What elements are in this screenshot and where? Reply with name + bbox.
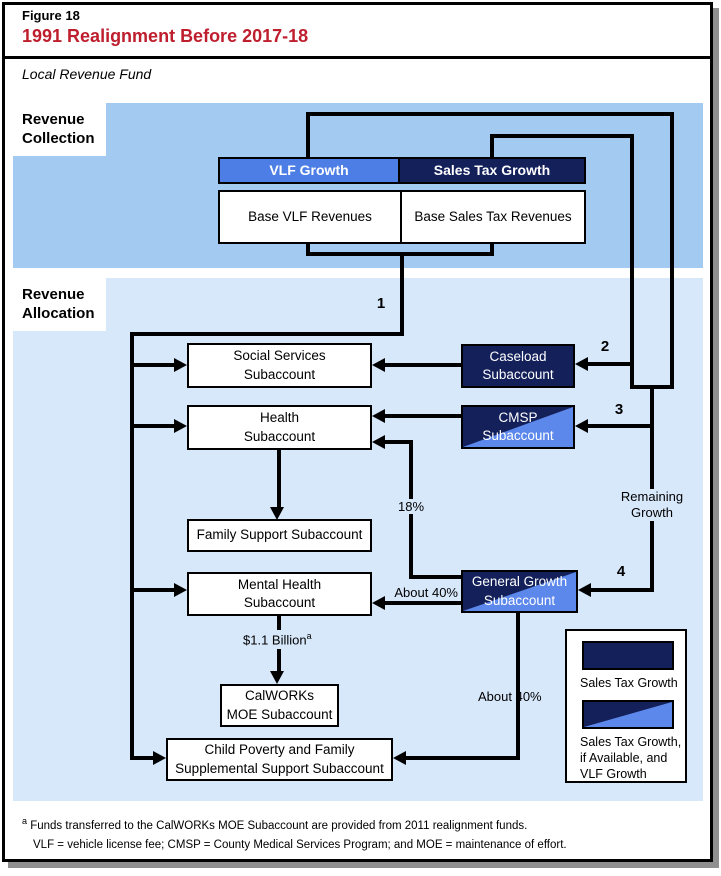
arrowhead-into-mental-health-right [372,596,385,610]
legend-swatch-split-growth [582,700,674,729]
arrowhead-18pct-into-health [372,435,385,449]
legend-label-split-growth: Sales Tax Growth, if Available, and VLF Growth [580,735,682,781]
flow-step-3: 3 [614,401,624,418]
connector-remaining-top [650,389,654,489]
connector-general-mental [384,601,463,605]
connector-salestax-growth-top [490,134,634,138]
vlf-growth-box: VLF Growth [218,157,400,184]
footnote-a [22,816,527,832]
health-subaccount-box: Health Subaccount [187,405,372,450]
connector-caseload-social [384,363,463,367]
billion-footnote-marker: a [306,631,312,641]
connector-18pct-bottom [409,575,463,579]
billion-label [243,631,323,647]
revenue-allocation-label: Revenue Allocation [13,278,106,331]
connector-18pct-top [384,440,413,444]
arrowhead-caseload-into-social [372,358,385,372]
footnote-a-marker: a [22,816,28,826]
caseload-subaccount-box: Caseload Subaccount [461,344,575,388]
billion-amount: $1.1 Billion [243,632,307,648]
connector-left-spine [130,332,134,760]
connector-about40-vertical [516,613,520,758]
label-18-percent: 18% [392,499,430,514]
footnote-definitions: VLF = vehicle license fee; CMSP = County Medical Services Program; and MOE = maintenance of effort. [33,839,567,851]
connector-remaining-bottom [650,521,654,592]
connector-flow1-down [400,252,404,336]
connector-vlf-growth-right [670,112,674,389]
arrowhead-into-mental-health [174,583,187,597]
arrowhead-into-health [174,419,187,433]
flow-step-2: 2 [600,338,610,355]
social-services-subaccount-box: Social Services Subaccount [187,343,372,388]
arrowhead-into-child-poverty-right [393,751,406,765]
cmsp-subaccount-box: CMSP Subaccount [461,405,575,449]
connector-flow1-left [130,332,404,336]
family-support-subaccount-box: Family Support Subaccount [187,519,372,552]
legend-box [565,629,687,783]
connector-vlf-growth-top [306,112,674,116]
connector-billion-bottom [277,649,281,672]
mental-health-subaccount-box: Mental Health Subaccount [187,572,372,616]
connector-vlf-growth-up [306,112,310,157]
connector-spine-social [134,363,178,367]
connector-spine-health [134,424,178,428]
label-remaining-growth: Remaining Growth [620,489,684,520]
flow-step-1: 1 [376,295,386,312]
calworks-moe-subaccount-box: CalWORKs MOE Subaccount [220,684,339,727]
legend-label-sales-tax-growth: Sales Tax Growth [580,676,678,690]
footnote-a-text: Funds transferred to the CalWORKs MOE Subaccount are provided from 2011 realignment funds. [30,819,528,832]
title-divider [5,56,711,59]
sales-tax-growth-box: Sales Tax Growth [398,157,586,184]
arrowhead-into-child-poverty-left [153,751,166,765]
arrowhead-into-calworks [270,671,284,684]
base-vlf-revenues-box: Base VLF Revenues [218,190,402,244]
connector-billion-top [277,616,281,630]
connector-cmsp-health [384,414,463,418]
connector-salestax-growth-right [630,134,634,389]
arrowhead-into-cmsp [575,419,588,433]
connector-about40-horizontal [405,756,520,760]
revenue-collection-label: Revenue Collection [13,103,106,156]
label-about-40-child: About 40% [478,689,542,704]
connector-spine-mental [134,588,178,592]
connector-flow2 [586,362,632,366]
child-poverty-subaccount-box: Child Poverty and Family Supplemental Support Subaccount [166,738,393,781]
connector-flow4 [591,588,654,592]
arrowhead-cmsp-into-health [372,409,385,423]
arrowhead-into-general-growth [578,583,591,597]
base-sales-tax-revenues-box: Base Sales Tax Revenues [400,190,586,244]
legend-swatch-sales-tax-growth [582,641,674,670]
arrowhead-into-caseload [575,357,588,371]
label-about-40-mental: About 40% [394,585,458,600]
arrowhead-into-social-services [174,358,187,372]
connector-health-family [277,450,281,508]
figure-subtitle: Local Revenue Fund [22,66,152,82]
general-growth-subaccount-box: General Growth Subaccount [461,570,578,613]
connector-flow3 [586,424,654,428]
figure-title: 1991 Realignment Before 2017-18 [22,26,309,46]
flow-step-4: 4 [616,563,626,580]
figure-number: Figure 18 [22,8,80,23]
